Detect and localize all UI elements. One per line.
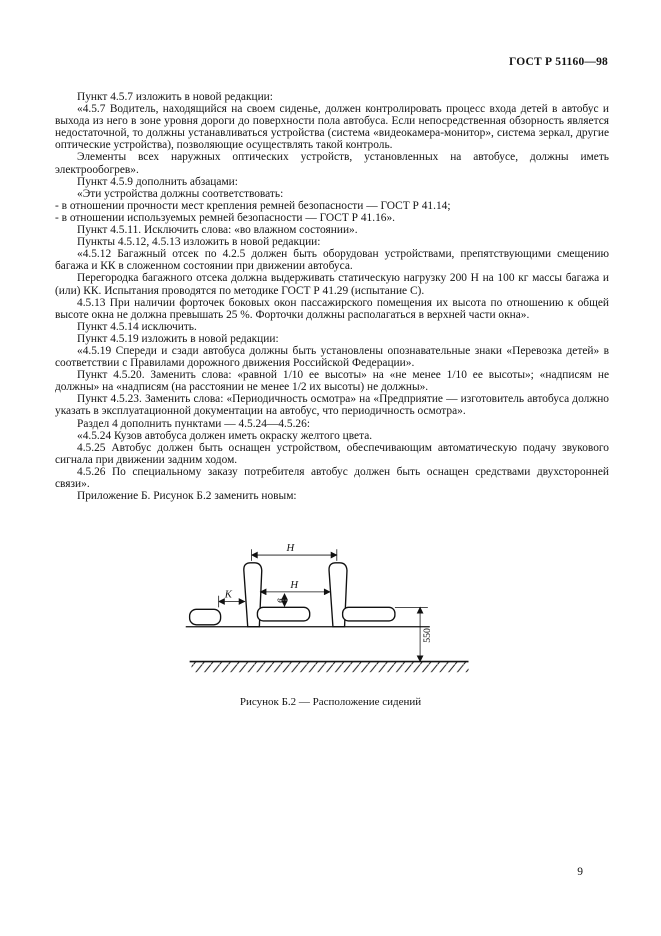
dimension-k bbox=[218, 590, 244, 608]
paragraph: 4.5.25 Автобус должен быть оснащен устройством, обеспечивающим автоматическую подачу звукового сигнала при движении задним ходом. bbox=[55, 441, 609, 466]
paragraph: Пункт 4.5.7 изложить в новой редакции: bbox=[77, 91, 273, 103]
paragraph: Пункт 4.5.20. Заменить слова: «равной 1/10 ее высоты» на «не менее 1/10 ее высоты»; «надписям не должны» на «надписям (на расстоянии не менее 1/2 их высоты) не должны». bbox=[55, 369, 609, 394]
dim-label-h-top: H bbox=[285, 543, 294, 555]
paragraph: 4.5.13 При наличии форточек боковых окон пассажирского помещения их высота по отношению к общей высоте окна не должна превышать 25 %. Форточки должны располагаться в верхней части окна». bbox=[55, 296, 609, 321]
seat-right-cushion bbox=[342, 607, 394, 621]
figure-caption: Рисунок Б.2 — Расположение сидений bbox=[239, 696, 422, 708]
paragraph: Приложение Б. Рисунок Б.2 заменить новым: bbox=[77, 490, 297, 503]
paragraph: «4.5.7 Водитель, находящийся на своем сиденье, должен контролировать процесс входа детей в автобус и выхода из него в зоне уровня дороги до поверхности пола автобуса. Если непосредственная обзорность является недостаточной, то должны устанавливаться устройства (система «видеокамера-монитор», система зеркал, другие оптические устройства), позволяющие осуществлять такой контроль. bbox=[55, 103, 609, 152]
paragraph: Пункт 4.5.14 исключить. bbox=[77, 320, 197, 333]
dimension-v bbox=[274, 594, 285, 607]
dim-label-k: K bbox=[224, 589, 232, 601]
paragraph: Элементы всех наружных оптических устройств, установленных на автобусе, должны иметь электрообогрев». bbox=[55, 151, 609, 176]
paragraph: «4.5.24 Кузов автобуса должен иметь окраску желтого цвета. bbox=[77, 429, 373, 442]
document-body bbox=[55, 91, 609, 502]
paragraph: «4.5.12 Багажный отсек по 4.2.5 должен быть оборудован устройствами, препятствующими смещению багажа и КК в сложенном состоянии при движении автобуса. bbox=[55, 248, 609, 273]
paragraph: Перегородка багажного отсека должна выдерживать статическую нагрузку 200 Н на 100 кг массы багажа и (или) КК. Испытания проводятся по методике ГОСТ Р 41.29 (испытание С). bbox=[55, 272, 609, 297]
paragraph: 4.5.26 По специальному заказу потребителя автобус должен быть оснащен средствами двухсторонней связи». bbox=[55, 465, 609, 490]
paragraph: Пункт 4.5.11. Исключить слова: «во влажном состоянии». bbox=[77, 224, 358, 237]
seat-right bbox=[329, 563, 395, 627]
paragraph: Пункт 4.5.9 дополнить абзацами: bbox=[77, 175, 238, 188]
seat-arrangement-drawing bbox=[176, 526, 486, 679]
doc-number: ГОСТ Р 51160—98 bbox=[509, 56, 608, 68]
page-number: 9 bbox=[577, 866, 583, 878]
ground-hatching bbox=[191, 662, 468, 673]
paragraph: Раздел 4 дополнить пунктами — 4.5.24—4.5.26: bbox=[77, 417, 310, 430]
seat-left bbox=[243, 563, 309, 627]
paragraph-list-item: - в отношении прочности мест крепления ремней безопасности — ГОСТ Р 41.14; bbox=[55, 199, 451, 212]
dim-label-550: 550 bbox=[421, 628, 433, 643]
dimension-550 bbox=[394, 607, 432, 661]
paragraph: Пункт 4.5.19 изложить в новой редакции: bbox=[77, 332, 279, 345]
dim-label-v: в bbox=[274, 598, 286, 603]
front-seat-fragment bbox=[189, 609, 220, 624]
paragraph: Пункты 4.5.12, 4.5.13 изложить в новой редакции: bbox=[77, 236, 321, 249]
figure-b2 bbox=[0, 526, 661, 708]
dim-label-h-mid: H bbox=[289, 579, 298, 591]
paragraph: «4.5.19 Спереди и сзади автобуса должны быть установлены опознавательные знаки «Перевозка детей» в соответствии с Правилами дорожного движения Российской Федерации». bbox=[55, 344, 609, 370]
paragraph-list-item: - в отношении используемых ремней безопасности — ГОСТ Р 41.16». bbox=[55, 211, 396, 224]
dimension-h-mid bbox=[260, 580, 330, 592]
dimension-h-top bbox=[251, 543, 336, 561]
seat-left-cushion bbox=[257, 607, 309, 621]
paragraph: «Эти устройства должны соответствовать: bbox=[77, 187, 284, 200]
paragraph: Пункт 4.5.23. Заменить слова: «Периодичность осмотра» на «Предприятие — изготовитель автобуса должно указать в эксплуатационной документации на автобус, что периодичность осмотра». bbox=[55, 393, 609, 418]
